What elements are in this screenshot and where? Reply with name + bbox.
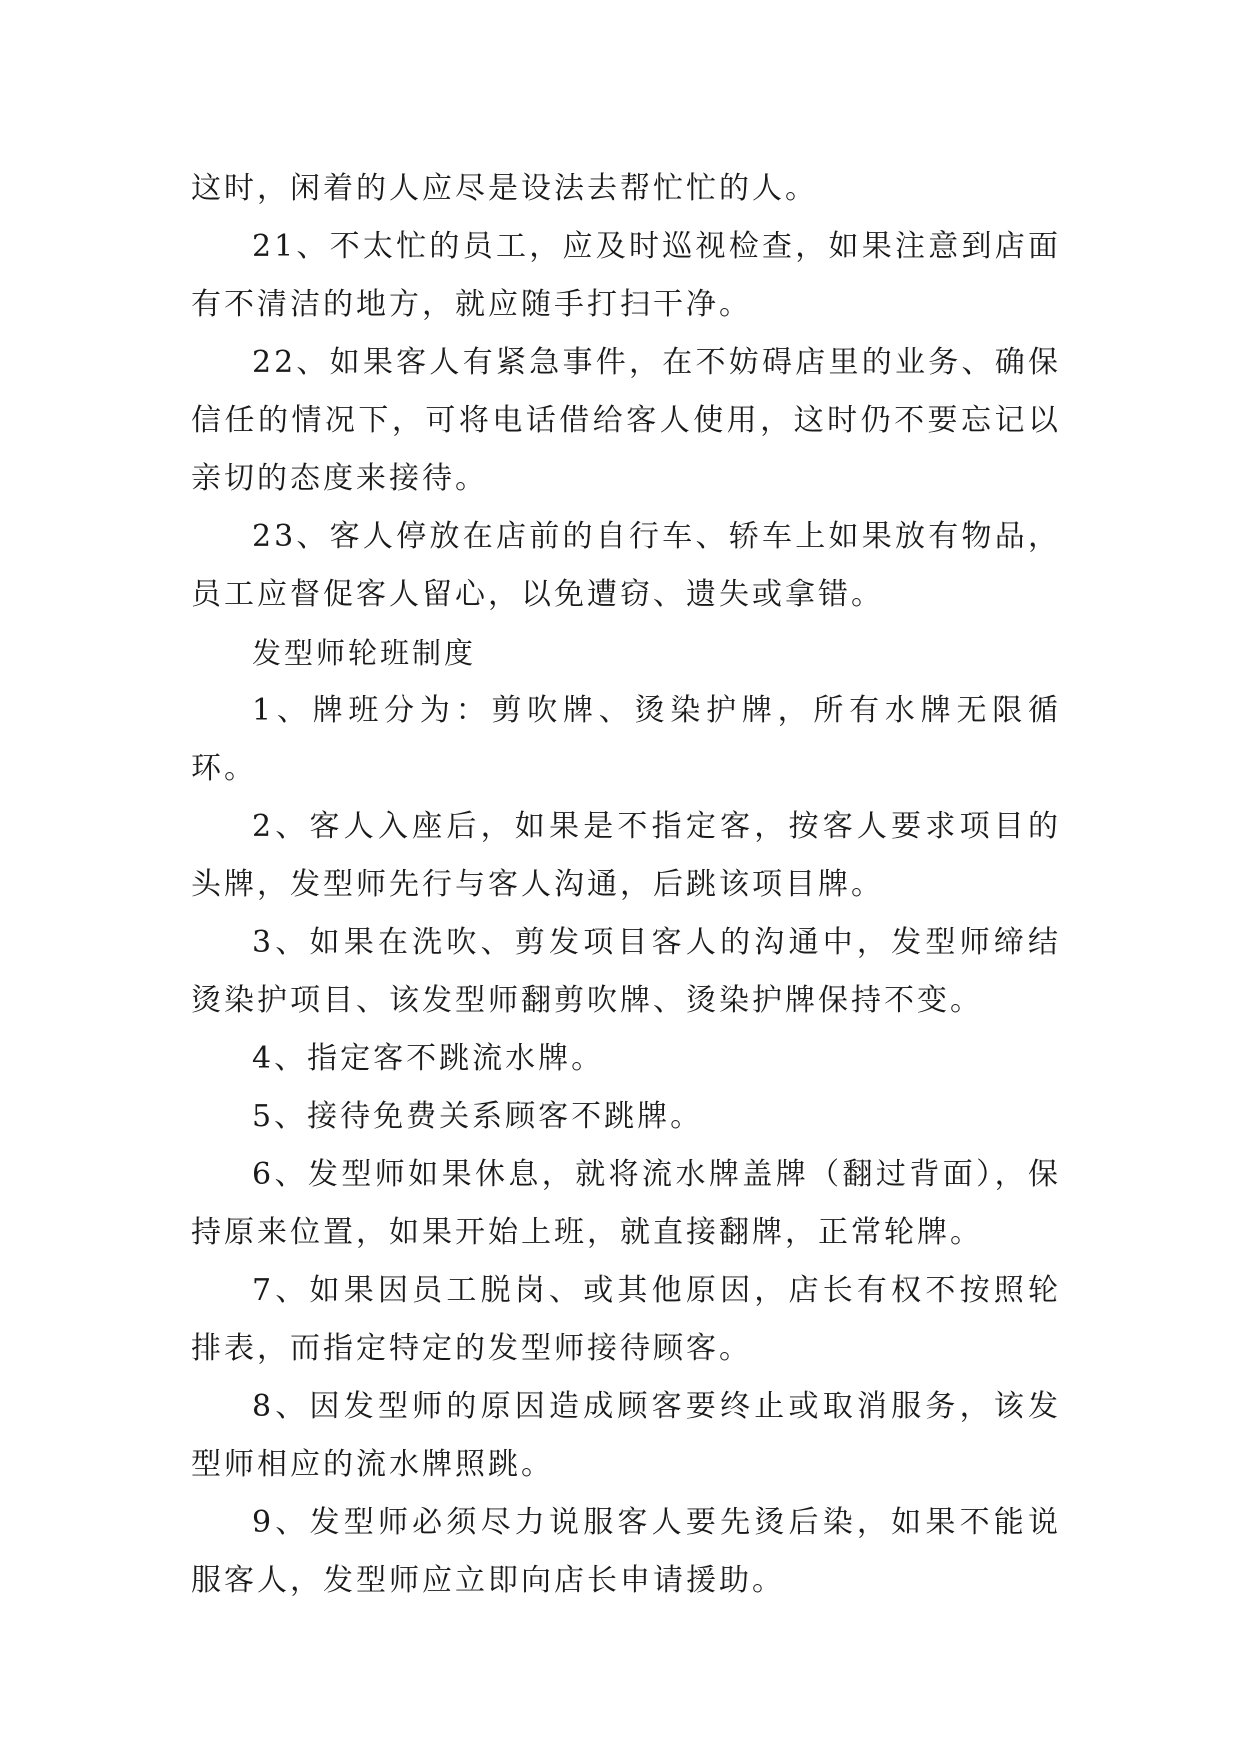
paragraph-rule-4: 4、指定客不跳流水牌。 — [252, 1041, 605, 1076]
section-heading: 发型师轮班制度 — [252, 636, 477, 670]
paragraph-rule-2: 2、客人入座后，如果是不指定客，按客人要求项目的头牌，发型师先行与客人沟通，后跳该项目牌。 — [191, 809, 1061, 902]
paragraph-rule-8: 8、因发型师的原因造成顾客要终止或取消服务，该发型师相应的流水牌照跳。 — [191, 1389, 1061, 1482]
document-body — [191, 160, 1061, 1610]
paragraph-rule-7: 7、如果因员工脱岗、或其他原因，店长有权不按照轮排表，而指定特定的发型师接待顾客。 — [191, 1273, 1061, 1366]
paragraph-item-22: 22、如果客人有紧急事件，在不妨碍店里的业务、确保信任的情况下，可将电话借给客人使用，这时仍不要忘记以亲切的态度来接待。 — [191, 345, 1061, 496]
paragraph-item-21: 21、不太忙的员工，应及时巡视检查，如果注意到店面有不清洁的地方，就应随手打扫干净。 — [191, 229, 1061, 322]
paragraph-continuation: 这时，闲着的人应尽是设法去帮忙忙的人。 — [191, 171, 818, 206]
paragraph-rule-5: 5、接待免费关系顾客不跳牌。 — [252, 1099, 704, 1134]
paragraph-rule-9: 9、发型师必须尽力说服客人要先烫后染，如果不能说服客人，发型师应立即向店长申请援助。 — [191, 1505, 1061, 1598]
paragraph-rule-6: 6、发型师如果休息，就将流水牌盖牌（翻过背面），保持原来位置，如果开始上班，就直接翻牌，正常轮牌。 — [191, 1157, 1061, 1250]
paragraph-rule-3: 3、如果在洗吹、剪发项目客人的沟通中，发型师缔结烫染护项目、该发型师翻剪吹牌、烫染护牌保持不变。 — [191, 925, 1061, 1018]
paragraph-item-23: 23、客人停放在店前的自行车、轿车上如果放有物品，员工应督促客人留心，以免遭窃、遗失或拿错。 — [191, 519, 1061, 612]
paragraph-rule-1: 1、牌班分为：剪吹牌、烫染护牌，所有水牌无限循环。 — [191, 693, 1061, 786]
